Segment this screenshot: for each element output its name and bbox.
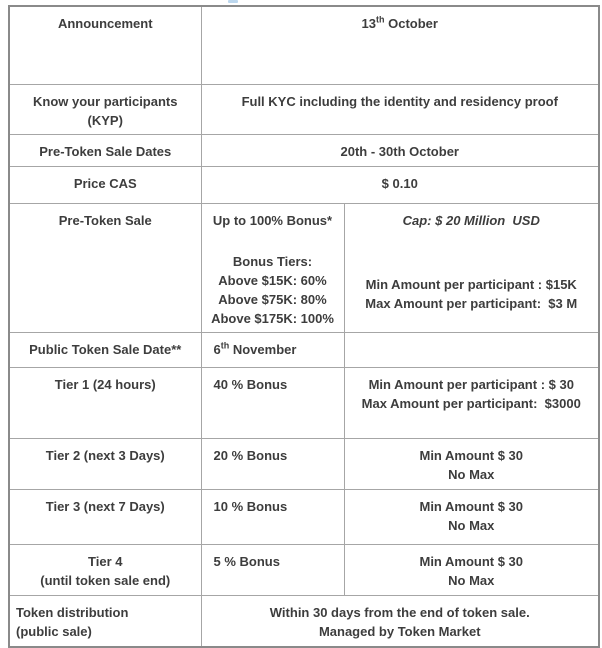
pretoken-max-amount: Max Amount per participant: $3 M	[365, 295, 578, 311]
tier3-min-amount: Min Amount $ 30	[419, 498, 524, 514]
public-sale-date-value	[201, 332, 344, 367]
tier1-limits-cell	[344, 367, 599, 438]
row-tier4	[9, 544, 599, 595]
distribution-label-line1: Token distribution	[16, 604, 129, 620]
tier4-limits-cell	[344, 544, 599, 595]
token-sale-table	[8, 5, 600, 648]
tier4-label-cell	[9, 544, 201, 595]
tier4-min-amount: Min Amount $ 30	[419, 553, 524, 569]
public-sale-date-empty-cell	[344, 332, 599, 367]
tier1-min-amount: Min Amount per participant : $ 30	[368, 376, 574, 392]
bonus-headline: Up to 100% Bonus*	[212, 212, 333, 228]
public-sale-date-label: Public Token Sale Date**	[9, 332, 201, 367]
row-announcement	[9, 6, 599, 84]
bonus-tiers-block	[208, 252, 338, 328]
pretoken-sale-cap-cell	[344, 203, 599, 332]
row-price	[9, 166, 599, 203]
row-pretoken-sale	[9, 203, 599, 332]
price-label: Price CAS	[9, 166, 201, 203]
tier4-label-line2: (until token sale end)	[40, 572, 171, 588]
tier1-max-amount: Max Amount per participant: $3000	[361, 395, 581, 411]
tier3-max-amount: No Max	[448, 517, 495, 533]
bonus-tiers-label: Bonus Tiers:	[232, 253, 313, 269]
announcement-label: Announcement	[9, 6, 201, 84]
pretoken-dates-value: 20th - 30th October	[201, 134, 599, 166]
announcement-date-day: 13	[361, 16, 376, 31]
pretoken-dates-label: Pre-Token Sale Dates	[9, 134, 201, 166]
cap-line: Cap: $ 20 Million USD	[402, 212, 540, 228]
kyp-label: Know your participants (KYP)	[9, 84, 201, 134]
pretoken-minmax-block	[351, 275, 593, 313]
announcement-date-month: October	[384, 16, 438, 31]
tier3-label: Tier 3 (next 7 Days)	[9, 489, 201, 544]
pretoken-sale-bonus-cell	[201, 203, 344, 332]
tier3-limits-cell	[344, 489, 599, 544]
tier2-limits-cell	[344, 438, 599, 489]
tier1-bonus: 40 % Bonus	[201, 367, 344, 438]
row-public-sale-date	[9, 332, 599, 367]
bonus-tier-1: Above $15K: 60%	[218, 272, 327, 288]
distribution-value-line1: Within 30 days from the end of token sale.	[269, 604, 530, 620]
distribution-label-line2: (public sale)	[16, 623, 92, 639]
row-pretoken-dates	[9, 134, 599, 166]
announcement-date-ordinal: th	[376, 14, 385, 25]
row-tier3	[9, 489, 599, 544]
tier4-max-amount: No Max	[448, 572, 495, 588]
distribution-label-cell	[9, 595, 201, 647]
row-kyp	[9, 84, 599, 134]
top-artifact	[228, 0, 238, 3]
public-sale-date-day: 6	[213, 341, 221, 357]
distribution-value-line2: Managed by Token Market	[318, 623, 481, 639]
bonus-tier-3: Above $175K: 100%	[211, 310, 334, 326]
tier2-bonus: 20 % Bonus	[201, 438, 344, 489]
tier3-bonus: 10 % Bonus	[201, 489, 344, 544]
tier2-max-amount: No Max	[448, 466, 495, 482]
price-value: $ 0.10	[201, 166, 599, 203]
row-distribution	[9, 595, 599, 647]
pretoken-sale-label: Pre-Token Sale	[9, 203, 201, 332]
announcement-value	[201, 6, 599, 84]
bonus-tier-2: Above $75K: 80%	[218, 291, 327, 307]
distribution-value-cell	[201, 595, 599, 647]
pretoken-min-amount: Min Amount per participant : $15K	[365, 276, 577, 292]
tier1-label: Tier 1 (24 hours)	[9, 367, 201, 438]
tier4-label-line1: Tier 4	[88, 553, 123, 569]
public-sale-date-month: November	[229, 341, 297, 357]
row-tier1	[9, 367, 599, 438]
tier4-bonus: 5 % Bonus	[201, 544, 344, 595]
kyp-value: Full KYC including the identity and residency proof	[201, 84, 599, 134]
tier2-label: Tier 2 (next 3 Days)	[9, 438, 201, 489]
tier2-min-amount: Min Amount $ 30	[419, 447, 524, 463]
public-sale-date-ordinal: th	[220, 340, 230, 351]
row-tier2	[9, 438, 599, 489]
